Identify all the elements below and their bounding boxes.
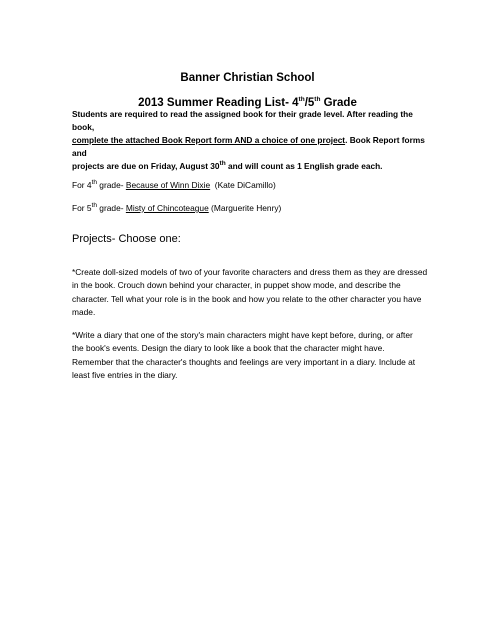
title-part: /5 bbox=[304, 97, 315, 109]
title-superscript: th bbox=[298, 96, 305, 104]
assignment-superscript: th bbox=[91, 202, 97, 210]
project-line: *Create doll-sized models of two of your favorite characters and dress them as they are dressed bbox=[72, 267, 428, 277]
instructions-line: Students are required to read the assigned book for their grade level. After reading the book, bbox=[72, 109, 413, 132]
project-option-2 bbox=[72, 329, 434, 383]
assignment-4th-grade bbox=[72, 180, 276, 190]
project-line: the book's events. Design the diary to look like a book that the character might have. bbox=[72, 343, 385, 354]
school-name bbox=[0, 72, 495, 84]
title-part: 2013 Summer Reading List- 4 bbox=[138, 97, 299, 109]
book-author: (Marguerite Henry) bbox=[208, 203, 282, 213]
book-title: Misty of Chincoteague bbox=[125, 203, 209, 213]
instructions-line bbox=[72, 160, 434, 173]
school-name-text: Banner Christian School bbox=[180, 72, 315, 84]
project-line: in the book. Crouch down behind your character, in puppet show mode, and describe the bbox=[72, 280, 401, 291]
instructions-line bbox=[72, 134, 434, 160]
assignment-superscript: th bbox=[91, 179, 97, 187]
instructions-underlined: complete the attached Book Report form AND a choice of one project bbox=[72, 135, 346, 145]
book-author: (Kate DiCamillo) bbox=[210, 180, 276, 190]
instructions-text: and will count as 1 English grade each. bbox=[225, 161, 383, 171]
instructions-paragraph bbox=[72, 108, 434, 173]
assignment-prefix: For 5 bbox=[72, 203, 92, 213]
project-option-1 bbox=[72, 266, 434, 320]
project-line: least five entries in the diary. bbox=[72, 370, 178, 381]
assignment-5th-grade bbox=[72, 203, 281, 213]
project-line: character. Tell what your role is in the book and how you relate to the other character you have bbox=[72, 293, 422, 304]
project-line: made. bbox=[72, 307, 96, 318]
instructions-superscript: th bbox=[219, 160, 226, 168]
instructions-text: . Book Report forms and bbox=[72, 135, 425, 158]
assignment-prefix: For 4 bbox=[72, 180, 92, 190]
title-part: Grade bbox=[320, 97, 357, 109]
title-superscript: th bbox=[314, 96, 321, 104]
instructions-text: projects are due on Friday, August 30 bbox=[72, 161, 220, 171]
projects-heading: Projects- Choose one: bbox=[72, 233, 181, 245]
assignment-grade-text: grade- bbox=[96, 203, 126, 213]
project-line: *Write a diary that one of the story's main characters might have kept before, during, or after bbox=[72, 330, 413, 340]
assignment-grade-text: grade- bbox=[96, 180, 126, 190]
book-title: Because of Winn Dixie bbox=[125, 180, 211, 190]
project-line: Remember that the character's thoughts and feelings are very important in a diary. Include at bbox=[72, 356, 416, 367]
